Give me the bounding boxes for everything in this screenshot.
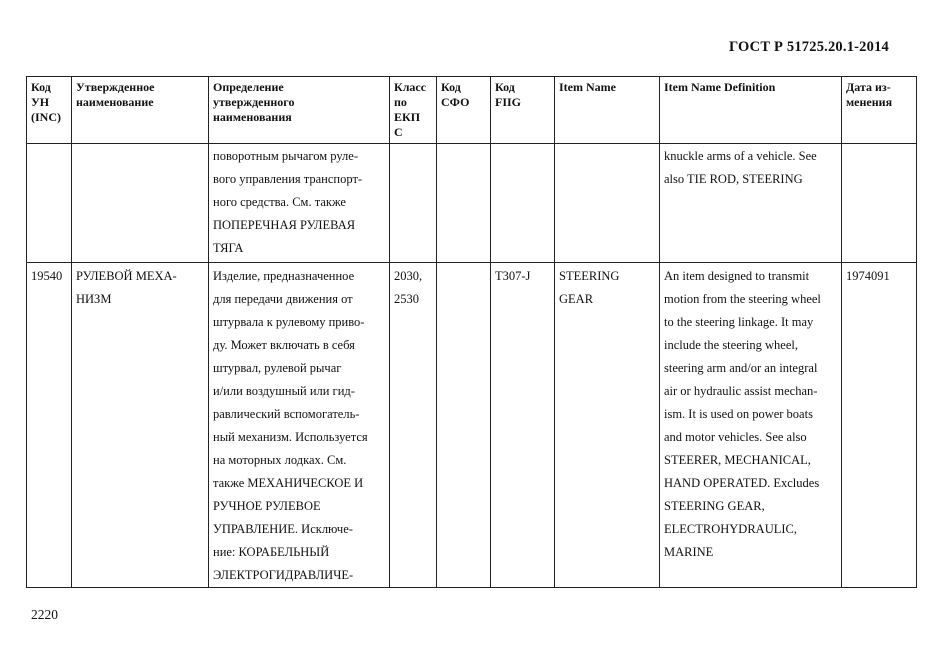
text-line: Код: [495, 80, 515, 94]
text-line: An item designed to transmit: [664, 269, 810, 283]
cell-inc: [27, 263, 72, 588]
cell-change-date: [842, 263, 917, 588]
col-header-fiig: [491, 77, 555, 144]
text-line: наименование: [76, 95, 154, 109]
col-header-sfo: [437, 77, 491, 144]
text-line: ный механизм. Используется: [213, 430, 368, 444]
text-line: 2030,: [394, 269, 423, 283]
text-line: Класс: [394, 80, 427, 94]
text-line: ЕКП: [394, 110, 421, 124]
text-line: УПРАВЛЕНИЕ. Исключе-: [213, 522, 353, 536]
cell-approved-name: [72, 263, 209, 588]
text-line: ELECTROHYDRAULIC,: [664, 522, 797, 536]
cell-approved-name: [72, 144, 209, 263]
text-line: STEERING: [559, 269, 620, 283]
text-line: равлический вспомогатель-: [213, 407, 360, 421]
text-line: Item Name: [559, 80, 616, 94]
col-header-item-name-definition: [660, 77, 842, 144]
text-line: РУЧНОЕ РУЛЕВОЕ: [213, 499, 321, 513]
text-line: GEAR: [559, 292, 594, 306]
text-line: вого управления транспорт-: [213, 172, 363, 186]
text-line: 1974091: [846, 269, 890, 283]
col-header-class: [390, 77, 437, 144]
text-line: also TIE ROD, STEERING: [664, 172, 803, 186]
text-line: на моторных лодках. См.: [213, 453, 347, 467]
text-line: ного средства. См. также: [213, 195, 346, 209]
text-line: HAND OPERATED. Excludes: [664, 476, 820, 490]
text-line: Изделие, предназначенное: [213, 269, 355, 283]
text-line: 2530: [394, 292, 419, 306]
text-line: также МЕХАНИЧЕСКОЕ И: [213, 476, 364, 490]
cell-sfo: [437, 144, 491, 263]
cell-change-date: [842, 144, 917, 263]
text-line: НИЗМ: [76, 292, 112, 306]
text-line: РУЛЕВОЙ МЕХА-: [76, 269, 177, 283]
text-line: motion from the steering wheel: [664, 292, 821, 306]
text-line: Утвержденное: [76, 80, 155, 94]
text-line: Item Name Definition: [664, 80, 776, 94]
text-line: ЭЛЕКТРОГИДРАВЛИЧЕ-: [213, 568, 354, 582]
text-line: STEERING GEAR,: [664, 499, 765, 513]
table-row: [27, 144, 917, 263]
text-line: штурвала к рулевому приво-: [213, 315, 365, 329]
cell-fiig: [491, 144, 555, 263]
text-line: наименования: [213, 110, 292, 124]
text-line: (INC): [31, 110, 61, 124]
text-line: T307-J: [495, 269, 531, 283]
cell-inc: [27, 144, 72, 263]
text-line: и/или воздушный или гид-: [213, 384, 355, 398]
cell-item-name-definition: [660, 144, 842, 263]
cell-item-name: [555, 144, 660, 263]
document-code: ГОСТ Р 51725.20.1-2014: [728, 39, 889, 55]
col-header-definition: [209, 77, 390, 144]
text-line: include the steering wheel,: [664, 338, 798, 352]
catalog-table: [26, 76, 917, 588]
cell-class: [390, 144, 437, 263]
text-line: утвержденного: [213, 95, 295, 109]
cell-definition: [209, 144, 390, 263]
col-header-approved-name: [72, 77, 209, 144]
text-line: to the steering linkage. It may: [664, 315, 814, 329]
col-header-change-date: [842, 77, 917, 144]
cell-item-name-definition: [660, 263, 842, 588]
cell-item-name: [555, 263, 660, 588]
text-line: УН: [31, 95, 50, 109]
cell-sfo: [437, 263, 491, 588]
text-line: Дата из-: [846, 80, 891, 94]
text-line: ние: КОРАБЕЛЬНЫЙ: [213, 545, 330, 559]
page-number: 2220: [31, 607, 58, 622]
text-line: Код: [441, 80, 461, 94]
text-line: для передачи движения от: [213, 292, 353, 306]
table-header-row: [27, 77, 917, 144]
text-line: knuckle arms of a vehicle. See: [664, 149, 817, 163]
text-line: Определение: [213, 80, 284, 94]
text-line: MARINE: [664, 545, 714, 559]
col-header-item-name: [555, 77, 660, 144]
text-line: СФО: [441, 95, 470, 109]
col-header-inc: [27, 77, 72, 144]
table-row: [27, 263, 917, 588]
cell-class: [390, 263, 437, 588]
text-line: ТЯГА: [213, 241, 244, 255]
text-line: and motor vehicles. See also: [664, 430, 807, 444]
text-line: FIIG: [495, 95, 522, 109]
text-line: air or hydraulic assist mechan-: [664, 384, 818, 398]
cell-fiig: [491, 263, 555, 588]
text-line: С: [394, 125, 403, 139]
text-line: ism. It is used on power boats: [664, 407, 813, 421]
text-line: по: [394, 95, 407, 109]
cell-definition: [209, 263, 390, 588]
text-line: steering arm and/or an integral: [664, 361, 818, 375]
text-line: ПОПЕРЕЧНАЯ РУЛЕВАЯ: [213, 218, 356, 232]
text-line: штурвал, рулевой рычаг: [213, 361, 342, 375]
text-line: поворотным рычагом руле-: [213, 149, 359, 163]
text-line: Код: [31, 80, 51, 94]
text-line: STEERER, MECHANICAL,: [664, 453, 811, 467]
text-line: ду. Может включать в себя: [213, 338, 355, 352]
text-line: менения: [846, 95, 893, 109]
text-line: 19540: [31, 269, 63, 283]
